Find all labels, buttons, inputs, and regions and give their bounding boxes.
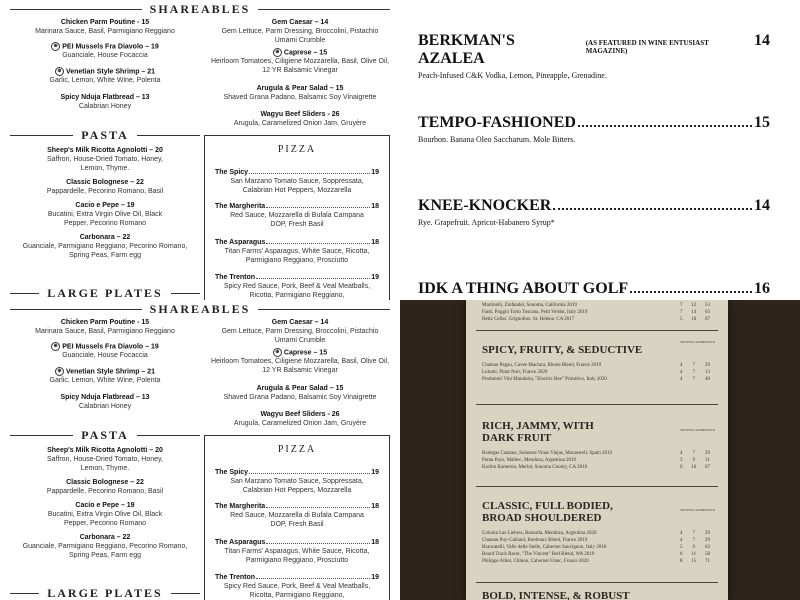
cocktail-item: KNEE-KNOCKER 14 Rye. Grapefruit. Apricot-Habanero Syrup* [418, 197, 770, 227]
pizza-item: The Spicy 19 San Marzano Tomato Sauce, Soppressata, Calabrian Hot Peppers, Mozzarella [215, 169, 379, 194]
menu-item: Classic Bolognese – 22 Pappardelle, Pecorino Romano, Basil [46, 179, 164, 195]
section-header-pasta: PASTA [10, 428, 200, 443]
pizza-item: The Asparagus 18 Titan Farms' Asparagus, White Sauce, Ricotta, Parmigiano Reggiano, Prosciutto [215, 239, 379, 264]
menu-item: ⊕ Venetian Style Shrimp – 21 Garlic, Lemon, White Wine, Polenta [49, 368, 161, 385]
pizza-item: The Asparagus 18 Titan Farms' Asparagus, White Sauce, Ricotta, Parmigiano Reggiano, Prosciutto [215, 539, 379, 564]
wine-line: Martinelli, Zinfandel, Sonoma, California 2019 7 12 53 [482, 303, 710, 308]
pizza-item: The Margherita 18 Red Sauce, Mozzarella di Bufala Campana DOP, Fresh Basil [215, 203, 379, 228]
wine-line: Colonia Las Liebres, Bonarda, Mendoza, Argentina 2020 4 7 29 [482, 531, 710, 536]
wine-line: Produttori Vini Manduria, "Electric Bee" Primitivo, Italy 2020 4 7 40 [482, 377, 710, 382]
seasonal-mark-icon: ⊕ [51, 342, 60, 351]
menu-item: Carbonara – 22 Guanciale, Parmigiano Reggiano, Pecorino Romano, Spring Peas, Farm egg [22, 234, 188, 259]
wine-line: Chateau Pegau, Cuvee Maclura, Rhone Blend, France 2019 4 7 29 [482, 363, 710, 368]
pizza-box [204, 135, 390, 300]
food-menu-panel [0, 0, 400, 300]
section-header-shareables: SHAREABLES [10, 2, 390, 17]
wine-list-top-lines [482, 302, 710, 323]
menu-item: Sheep's Milk Ricotta Agnolotti – 20 Saffron, House-Dried Tomato, Honey, Lemon, Thyme. [47, 447, 163, 472]
menu-item: Wagyu Beef Sliders - 26 Arugula, Caramelized Onion Jam, Gruyère [233, 411, 367, 427]
wine-line: Bodegas Castano, Solanera Vinas Viejas, Monastrell, Spain 2019 4 7 29 [482, 451, 710, 456]
menu-item: Chicken Parm Poutine - 15 Marinara Sauce, Basil, Parmigiano Reggiano [35, 19, 175, 35]
wine-line: Lulumi, Pinot Noir, France 2020 4 7 13 [482, 370, 710, 375]
wine-list-paper [466, 300, 728, 600]
seasonal-mark-icon: ⊕ [55, 367, 64, 376]
wine-section: RICH, JAMMY, WITH DARK FRUIT TASTE GLASS BOTTLE Bodegas Castano, Solanera Vinas Viejas, Monastrell, Spain 2019 4 7 29 Punta Pays, Malbec, Mendoza, Argentina 2019 3 9 31 Korbin Kameron, Merlot, Sonoma County, CA 2016 6 10 67 [482, 420, 716, 470]
seasonal-mark-icon: ⊕ [51, 42, 60, 51]
menu-item: Wagyu Beef Sliders - 26 Arugula, Caramelized Onion Jam, Gruyère [233, 111, 367, 127]
section-header-shareables: SHAREABLES [10, 302, 390, 317]
menu-item: Gem Caesar – 14 Gem Lettuce, Parm Dressing, Broccolini, Pistachio Umami Crumble [221, 19, 379, 44]
pizza-title: PIZZA [277, 144, 317, 155]
menu-item: Arugula & Pear Salad – 15 Shaved Grana Padano, Balsamic Soy Vinaigrette [223, 85, 377, 101]
wine-section: CLASSIC, FULL BODIED, BROAD SHOULDERED TASTE GLASS BOTTLE Colonia Las Liebres, Bonarda, Mendoza, Argentina 2020 4 7 29 Chateau Puy-Galland, Bordeaux Blend, France 2019 4 7 29 Brancatelli, Valle delle Stelle, Cabernet Sauvignon, Italy 2018 5 9 63 Board Track Racer, "The Vincent" Red Blend, WA 2019 6 11 58 Philippe Alliet, Chinon, Cabernet Franc, France 2020 8 15 71 [482, 500, 716, 564]
wine-line: Punta Pays, Malbec, Mendoza, Argentina 2019 3 9 31 [482, 458, 710, 463]
menu-item: Cacio e Pepe – 19 Bucatini, Extra Virgin Olive Oil, Black Pepper, Pecorino Romano [47, 502, 163, 527]
section-header-large-plates: LARGE PLATES [10, 586, 200, 600]
pizza-title: PIZZA [277, 444, 317, 455]
menu-item: Sheep's Milk Ricotta Agnolotti – 20 Saffron, House-Dried Tomato, Honey, Lemon, Thyme. [47, 147, 163, 172]
menu-item: ⊕ Venetian Style Shrimp – 21 Garlic, Lemon, White Wine, Polenta [49, 68, 161, 85]
wine-section-title: SPICY, FRUITY, & SEDUCTIVE [482, 344, 643, 356]
wine-section: SPICY, FRUITY, & SEDUCTIVE TASTE GLASS BOTTLE Chateau Pegau, Cuvee Maclura, Rhone Blend, France 2019 4 7 29 Lulumi, Pinot Noir, France 2020 4 7 13 Produttori Vini Manduria, "Electric Bee" Primitivo, Italy 2020 4 7 40 [482, 340, 716, 382]
wine-list-photo [400, 300, 800, 600]
pizza-item: The Trenton 19 Spicy Red Sauce, Pork, Beef & Veal Meatballs, Ricotta, Parmigiano Reggiano, [215, 274, 379, 299]
wine-section [482, 590, 710, 600]
food-menu-panel-duplicate [0, 300, 400, 600]
cocktail-item: BERKMAN'S AZALEA (AS FEATURED IN WINE ENTUSIAST MAGAZINE) 14 Peach-Infused C&K Vodka, Lemon, Pineapple, Grenadine. [418, 32, 770, 80]
menu-item: ⊕ Caprese – 15 Heirloom Tomatoes, Ciligiene Mozzarella, Basil, Olive Oil, 12 YR Balsamic Vinegar [210, 349, 390, 375]
cocktail-item: IDK A THING ABOUT GOLF 16 [418, 280, 770, 297]
menu-item: Chicken Parm Poutine - 15 Marinara Sauce, Basil, Parmigiano Reggiano [35, 319, 175, 335]
menu-item: ⊕ PEI Mussels Fra Diavolo – 19 Guanciale, House Focaccia [20, 342, 190, 360]
section-header-pasta: PASTA [10, 128, 200, 143]
menu-item: Cacio e Pepe – 19 Bucatini, Extra Virgin Olive Oil, Black Pepper, Pecorino Romano [47, 202, 163, 227]
menu-item: ⊕ PEI Mussels Fra Diavolo – 19 Guanciale, House Focaccia [20, 42, 190, 60]
pizza-box [204, 435, 390, 600]
pizza-item: The Trenton 19 Spicy Red Sauce, Pork, Beef & Veal Meatballs, Ricotta, Parmigiano Reggiano, [215, 574, 379, 599]
wine-section-title: BOLD, INTENSE, & ROBUST [482, 590, 630, 600]
wine-line: Korbin Kameron, Merlot, Sonoma County, CA 2016 6 10 67 [482, 465, 710, 470]
menu-item: Arugula & Pear Salad – 15 Shaved Grana Padano, Balsamic Soy Vinaigrette [223, 385, 377, 401]
cocktail-item: TEMPO-FASHIONED 15 Bourbon. Banana Oleo Saccharum. Mole Bitters. [418, 114, 770, 144]
wine-line: Heitz Cellar, Grignolino, St. Helena, CA 2017 5 10 67 [482, 317, 710, 322]
menu-item: ⊕ Caprese – 15 Heirloom Tomatoes, Ciligiene Mozzarella, Basil, Olive Oil, 12 YR Balsamic Vinegar [210, 49, 390, 75]
wine-line: Brancatelli, Valle delle Stelle, Cabernet Sauvignon, Italy 2018 5 9 63 [482, 545, 710, 550]
wine-line: Fanti, Poggio Torto Toscana, Petit Verdot, Italy 2019 7 14 63 [482, 310, 710, 315]
wine-line: Board Track Racer, "The Vincent" Red Blend, WA 2019 6 11 58 [482, 552, 710, 557]
menu-item: Spicy Nduja Flatbread – 13 Calabrian Honey [60, 394, 150, 410]
seasonal-mark-icon: ⊕ [273, 348, 282, 357]
section-header-large-plates: LARGE PLATES [10, 286, 200, 300]
pizza-item: The Margherita 18 Red Sauce, Mozzarella di Bufala Campana DOP, Fresh Basil [215, 503, 379, 528]
menu-item: Gem Caesar – 14 Gem Lettuce, Parm Dressing, Broccolini, Pistachio Umami Crumble [221, 319, 379, 344]
seasonal-mark-icon: ⊕ [273, 48, 282, 57]
wine-section-title: RICH, JAMMY, WITH DARK FRUIT [482, 420, 594, 444]
cocktail-menu-panel [400, 0, 800, 300]
seasonal-mark-icon: ⊕ [55, 67, 64, 76]
menu-item: Carbonara – 22 Guanciale, Parmigiano Reggiano, Pecorino Romano, Spring Peas, Farm egg [22, 534, 188, 559]
menu-item: Classic Bolognese – 22 Pappardelle, Pecorino Romano, Basil [46, 479, 164, 495]
pizza-item: The Spicy 19 San Marzano Tomato Sauce, Soppressata, Calabrian Hot Peppers, Mozzarella [215, 469, 379, 494]
wine-line: Philippe Alliet, Chinon, Cabernet Franc, France 2020 8 15 71 [482, 559, 710, 564]
menu-item: Spicy Nduja Flatbread – 13 Calabrian Honey [60, 94, 150, 110]
wine-section-title: CLASSIC, FULL BODIED, BROAD SHOULDERED [482, 500, 613, 524]
wine-line: Chateau Puy-Galland, Bordeaux Blend, France 2019 4 7 29 [482, 538, 710, 543]
